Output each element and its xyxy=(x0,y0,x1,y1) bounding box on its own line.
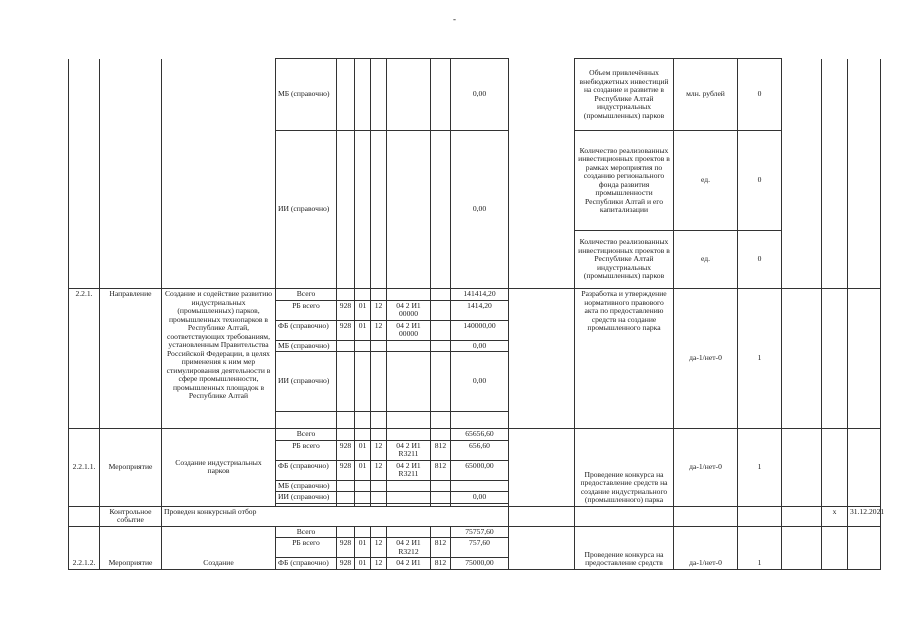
source-label: ФБ (справочно) xyxy=(276,320,337,340)
row-number: 2.2.1. xyxy=(69,289,100,429)
indicator-name: Количество реализованных инвестиционных проектов в рамках мероприятия по созданию регионального фонда развития промышленности Республики Алтай и его капитализации xyxy=(575,131,674,231)
source-label: Всего xyxy=(276,429,337,441)
amount: 0,00 xyxy=(451,59,509,131)
cell xyxy=(100,59,162,289)
control-mark: х xyxy=(822,506,848,526)
amount: 140000,00 xyxy=(451,320,509,340)
amount: 0,00 xyxy=(451,340,509,352)
row-type: Мероприятие xyxy=(100,526,162,569)
cell xyxy=(162,59,276,289)
amount: 1414,20 xyxy=(451,300,509,320)
source-label: ФБ (справочно) xyxy=(276,460,337,480)
result-name: Разработка и утверждение нормативного правового акта по предоставлению средств на создание промышленного парка xyxy=(575,289,674,429)
indicator-name: Объем привлечённых внебюджетных инвестиций на создание и развитие в Республике Алтай индустриальных (промышленных) парков xyxy=(575,59,674,131)
table-row xyxy=(69,526,881,538)
result-name: Проведение конкурса на предоставление средств xyxy=(575,526,674,569)
amount: 75757,60 xyxy=(451,526,509,538)
amount: 75000,00 xyxy=(451,558,509,570)
row-name: Проведен конкурсный отбор xyxy=(162,506,509,526)
result-value: 1 xyxy=(738,289,782,429)
row-number: 2.2.1.1. xyxy=(69,429,100,507)
amount: 141414,20 xyxy=(451,289,509,301)
result-unit: да-1/нет-0 xyxy=(674,526,738,569)
indicator-value: 0 xyxy=(738,131,782,231)
indicator-value: 0 xyxy=(738,59,782,131)
amount: 0,00 xyxy=(451,131,509,289)
row-name: Создание xyxy=(162,526,276,569)
amount: 0,00 xyxy=(451,352,509,412)
table-row: ФБ (справочно) 928 01 12 04 2 И1 00000 140000,00 xyxy=(69,320,881,340)
source-label: РБ всего xyxy=(276,440,337,460)
row-number: 2.2.1.2. xyxy=(69,526,100,569)
amount: 65656,60 xyxy=(451,429,509,441)
table-row xyxy=(69,506,881,526)
source-label: ИИ (справочно) xyxy=(276,131,337,289)
amount: 65000,00 xyxy=(451,460,509,480)
source-label: Всего xyxy=(276,289,337,301)
row-type: Мероприятие xyxy=(100,429,162,507)
control-date: 31.12.2021 xyxy=(848,506,881,526)
table-row: ФБ (справочно) 928 01 12 04 2 И1 812 75000,00 xyxy=(69,558,881,570)
table-row: РБ всего 928 01 12 04 2 И1 R3211 812 656,60 xyxy=(69,440,881,460)
source-label: МБ (справочно) xyxy=(276,59,337,131)
row-type: Направление xyxy=(100,289,162,429)
source-label: РБ всего xyxy=(276,300,337,320)
indicator-unit: ед. xyxy=(674,231,738,289)
result-value: 1 xyxy=(738,526,782,569)
table-row: РБ всего 928 01 12 04 2 И1 R3212 812 757,60 xyxy=(69,538,881,558)
table-row xyxy=(69,59,881,131)
result-value: 1 xyxy=(738,429,782,507)
source-label: ИИ (справочно) xyxy=(276,352,337,412)
row-name: Создание индустриальных парков xyxy=(162,429,276,507)
row-type: Контрольное событие xyxy=(100,506,162,526)
table-row xyxy=(69,289,881,301)
source-label: ФБ (справочно) xyxy=(276,558,337,570)
indicator-name: Количество реализованных инвестиционных проектов в Республике Алтай индустриальных (промышленных) парков xyxy=(575,231,674,289)
table-row: ФБ (справочно) 928 01 12 04 2 И1 R3211 812 65000,00 xyxy=(69,460,881,480)
source-label: РБ всего xyxy=(276,538,337,558)
row-name: Создание и содействие развитию индустриальных (промышленных) парков, промышленных технопарков в Республике Алтай, соответствующих требованиям, установленным Правительства Российской Федерации, в целях применения к ним мер стимулирования деятельности в сфере промышленности, промышленных площадок в Республике Алтай xyxy=(162,289,276,429)
source-label: Всего xyxy=(276,526,337,538)
indicator-unit: ед. xyxy=(674,131,738,231)
page-mark: - xyxy=(453,14,456,24)
source-label: ИИ (справочно) xyxy=(276,492,337,504)
source-label: МБ (справочно) xyxy=(276,480,337,492)
table-row xyxy=(69,429,881,441)
indicator-unit: млн. рублей xyxy=(674,59,738,131)
amount: 757,60 xyxy=(451,538,509,558)
amount: 656,60 xyxy=(451,440,509,460)
result-name: Проведение конкурса на предоставление средств на создание индустриального (промышленного) парка xyxy=(575,429,674,507)
table-row: РБ всего 928 01 12 04 2 И1 00000 1414,20 xyxy=(69,300,881,320)
result-unit: да-1/нет-0 xyxy=(674,289,738,429)
result-unit: да-1/нет-0 xyxy=(674,429,738,507)
source-label: МБ (справочно) xyxy=(276,340,337,352)
program-table xyxy=(68,58,885,570)
cell xyxy=(69,59,100,289)
amount: 0,00 xyxy=(451,492,509,504)
indicator-value: 0 xyxy=(738,231,782,289)
